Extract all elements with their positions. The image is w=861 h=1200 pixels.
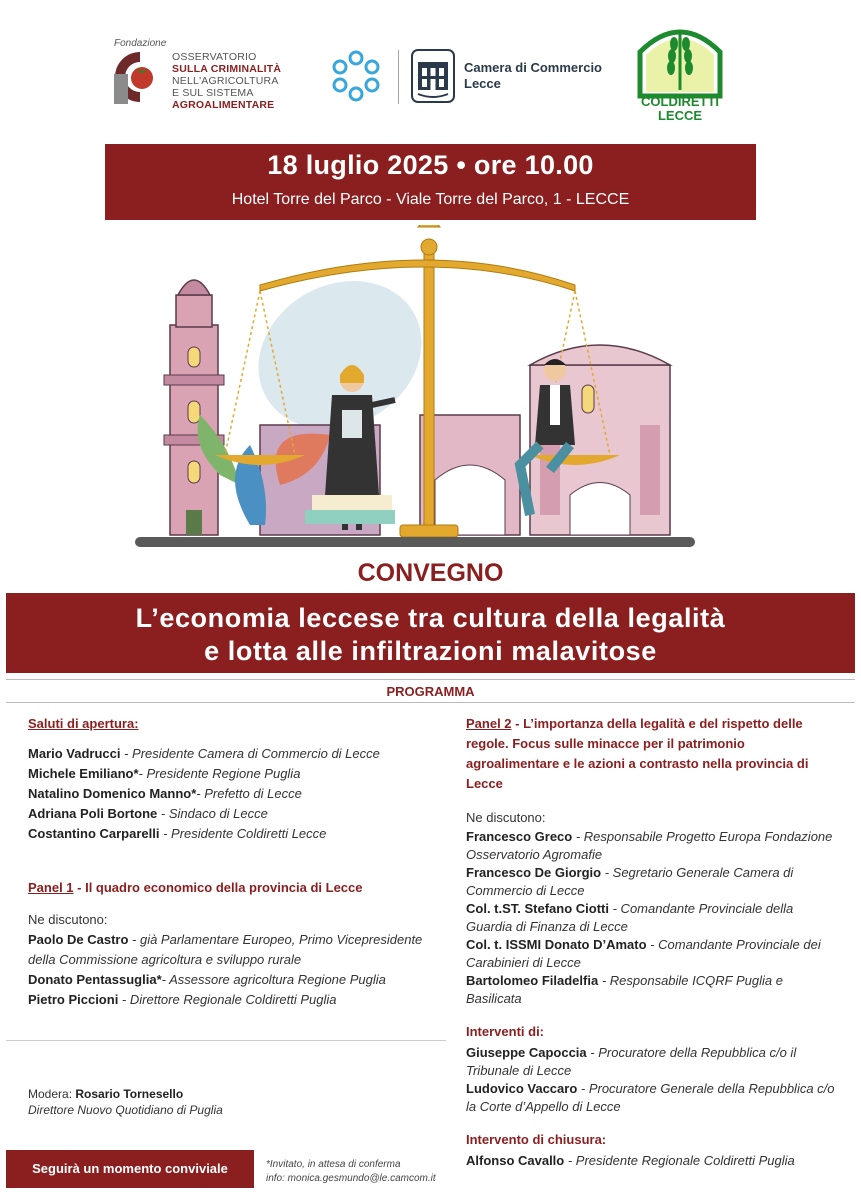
- modera-label: Modera:: [28, 1087, 76, 1101]
- invite-note: *Invitato, in attesa di conferma: [266, 1159, 401, 1170]
- list-item: [28, 804, 448, 824]
- speaker-role: - Assessore agricoltura Regione Puglia: [161, 972, 386, 987]
- moderator-name: Rosario Tornesello: [75, 1087, 184, 1101]
- speaker-name: Giuseppe Capoccia: [466, 1045, 587, 1060]
- camera-commercio-name: [464, 60, 602, 92]
- speaker-name: Col. t.ST. Stefano Ciotti: [466, 901, 609, 916]
- speaker-role: - Presidente Camera di Commercio di Lecce: [120, 746, 380, 761]
- list-item: [28, 824, 448, 844]
- speaker-role: - Responsabile Progetto Europa Fondazione Osservatorio Agromafie: [466, 829, 833, 862]
- speaker-name: Alfonso Cavallo: [466, 1153, 565, 1168]
- panel1-title: - Il quadro economico della provincia di Lecce: [73, 880, 363, 895]
- list-item: [466, 828, 841, 864]
- coldiretti-line: LECCE: [657, 108, 703, 123]
- justice-scale-illustration: [130, 225, 700, 555]
- speaker-role: - Comandante Provinciale della Guardia di Finanza di Lecce: [466, 901, 794, 934]
- event-title-line: e lotta alle infiltrazioni malavitose: [204, 636, 657, 666]
- camera-line: Lecce: [464, 76, 501, 91]
- speaker-role: - già Parlamentare Europeo, Primo Vicepresidente della Commissione agricoltura e sviluppo rurale: [28, 932, 423, 967]
- speaker-name: Bartolomeo Filadelfia: [466, 973, 599, 988]
- list-item: [466, 1152, 841, 1170]
- logo-divider: [398, 50, 399, 104]
- interventi-list: [466, 1044, 841, 1116]
- speaker-name: Col. t. ISSMI Donato D’Amato: [466, 937, 647, 952]
- bell-tower-icon: [164, 280, 224, 535]
- conviviale-banner: Seguirà un momento conviviale: [6, 1150, 254, 1188]
- interventi-heading: Interventi di:: [466, 1024, 545, 1039]
- speaker-role: - Presidente Regione Puglia: [138, 766, 301, 781]
- speaker-role: - Direttore Regionale Coldiretti Puglia: [118, 992, 337, 1007]
- panel2-title: - L’importanza della legalità e del rispetto delle regole. Focus sulle minacce per il patrimonio agroalimentare e le azioni a contrasto nella provincia di Lecce: [466, 716, 809, 791]
- ne-discutono-label: Ne discutono:: [28, 912, 108, 927]
- speaker-role: - Comandante Provinciale dei Carabinieri di Lecce: [466, 937, 821, 970]
- speaker-role: - Responsabile ICQRF Puglia e Basilicata: [466, 973, 783, 1006]
- list-item: [28, 990, 448, 1010]
- speaker-name: Adriana Poli Bortone: [28, 806, 158, 821]
- list-item: [28, 764, 448, 784]
- event-title-line: L’economia leccese tra cultura della legalità: [135, 603, 726, 633]
- observatory-tomato-icon: [112, 48, 168, 106]
- program-left-column: [28, 714, 448, 1024]
- panel2-label: Panel 2: [466, 716, 512, 731]
- list-item: [28, 970, 448, 990]
- fondazione-line: AGROALIMENTARE: [172, 99, 275, 111]
- saluti-list: [28, 744, 448, 844]
- divider: [6, 1040, 446, 1041]
- fondazione-line: E SUL SISTEMA: [172, 87, 254, 99]
- list-item: [466, 1044, 841, 1080]
- speaker-role: - Presidente Coldiretti Lecce: [159, 826, 327, 841]
- program-right-column: [466, 714, 841, 1170]
- panel1-label: Panel 1: [28, 880, 74, 895]
- coldiretti-line: COLDIRETTI: [641, 94, 719, 109]
- speaker-name: Ludovico Vaccaro: [466, 1081, 578, 1096]
- speaker-name: Costantino Carparelli: [28, 826, 160, 841]
- speaker-role: - Segretario Generale Camera di Commercio di Lecce: [466, 865, 794, 898]
- speaker-role: - Procuratore della Repubblica c/o il Tribunale di Lecce: [466, 1045, 797, 1078]
- speaker-name: Mario Vadrucci: [28, 746, 121, 761]
- panel1-list: [28, 930, 448, 1010]
- fondazione-line: NELL'AGRICOLTURA: [172, 75, 279, 87]
- speaker-name: Paolo De Castro: [28, 932, 129, 947]
- contact-email[interactable]: info: monica.gesmundo@le.camcom.it: [266, 1173, 436, 1184]
- header-logos: [0, 0, 861, 140]
- camera-commercio-building-icon: [410, 48, 456, 104]
- moderator: [28, 1086, 223, 1118]
- fondazione-name: [172, 51, 281, 111]
- list-item: [28, 784, 448, 804]
- list-item: [466, 900, 841, 936]
- panel2-list: [466, 828, 841, 1008]
- list-item: [466, 936, 841, 972]
- speaker-role: - Presidente Regionale Coldiretti Puglia: [564, 1153, 795, 1168]
- list-item: [466, 864, 841, 900]
- event-date: 18 luglio 2025 • ore 10.00: [267, 150, 594, 180]
- saluti-heading: Saluti di apertura:: [28, 716, 139, 731]
- divider: [6, 679, 855, 680]
- event-venue: Hotel Torre del Parco - Viale Torre del Parco, 1 - LECCE: [231, 191, 630, 208]
- speaker-name: Pietro Piccioni: [28, 992, 119, 1007]
- panel2-heading: [466, 714, 841, 794]
- coldiretti-name: [630, 95, 730, 123]
- panel1-heading: [28, 878, 448, 898]
- event-title: [6, 593, 855, 673]
- speaker-name: Michele Emiliano*: [28, 766, 139, 781]
- speaker-role: - Prefetto di Lecce: [196, 786, 302, 801]
- program-heading: PROGRAMMA: [386, 684, 475, 699]
- fondazione-line: OSSERVATORIO: [172, 51, 257, 63]
- ne-discutono-label: Ne discutono:: [466, 810, 546, 825]
- fondazione-line: SULLA CRIMINALITÀ: [172, 63, 282, 75]
- event-kind: CONVEGNO: [357, 559, 504, 587]
- camera-commercio-flower-icon: [328, 48, 384, 104]
- camera-line: Camera di Commercio: [464, 60, 602, 75]
- fondazione-logo: [112, 38, 302, 110]
- speaker-name: Donato Pentassuglia*: [28, 972, 162, 987]
- speaker-role: - Sindaco di Lecce: [157, 806, 268, 821]
- fondazione-label: Fondazione: [114, 38, 167, 49]
- list-item: [28, 930, 448, 970]
- moderator-role: Direttore Nuovo Quotidiano di Puglia: [28, 1103, 223, 1117]
- chiusura-heading: Intervento di chiusura:: [466, 1132, 607, 1147]
- speaker-name: Natalino Domenico Manno*: [28, 786, 197, 801]
- list-item: [466, 972, 841, 1008]
- speaker-name: Francesco De Giorgio: [466, 865, 602, 880]
- list-item: [466, 1080, 841, 1116]
- list-item: [28, 744, 448, 764]
- divider: [6, 702, 855, 703]
- footnote: [266, 1158, 436, 1186]
- speaker-role: - Procuratore Generale della Repubblica c/o la Corte d’Appello di Lecce: [466, 1081, 835, 1114]
- date-banner: [105, 144, 756, 220]
- speaker-name: Francesco Greco: [466, 829, 573, 844]
